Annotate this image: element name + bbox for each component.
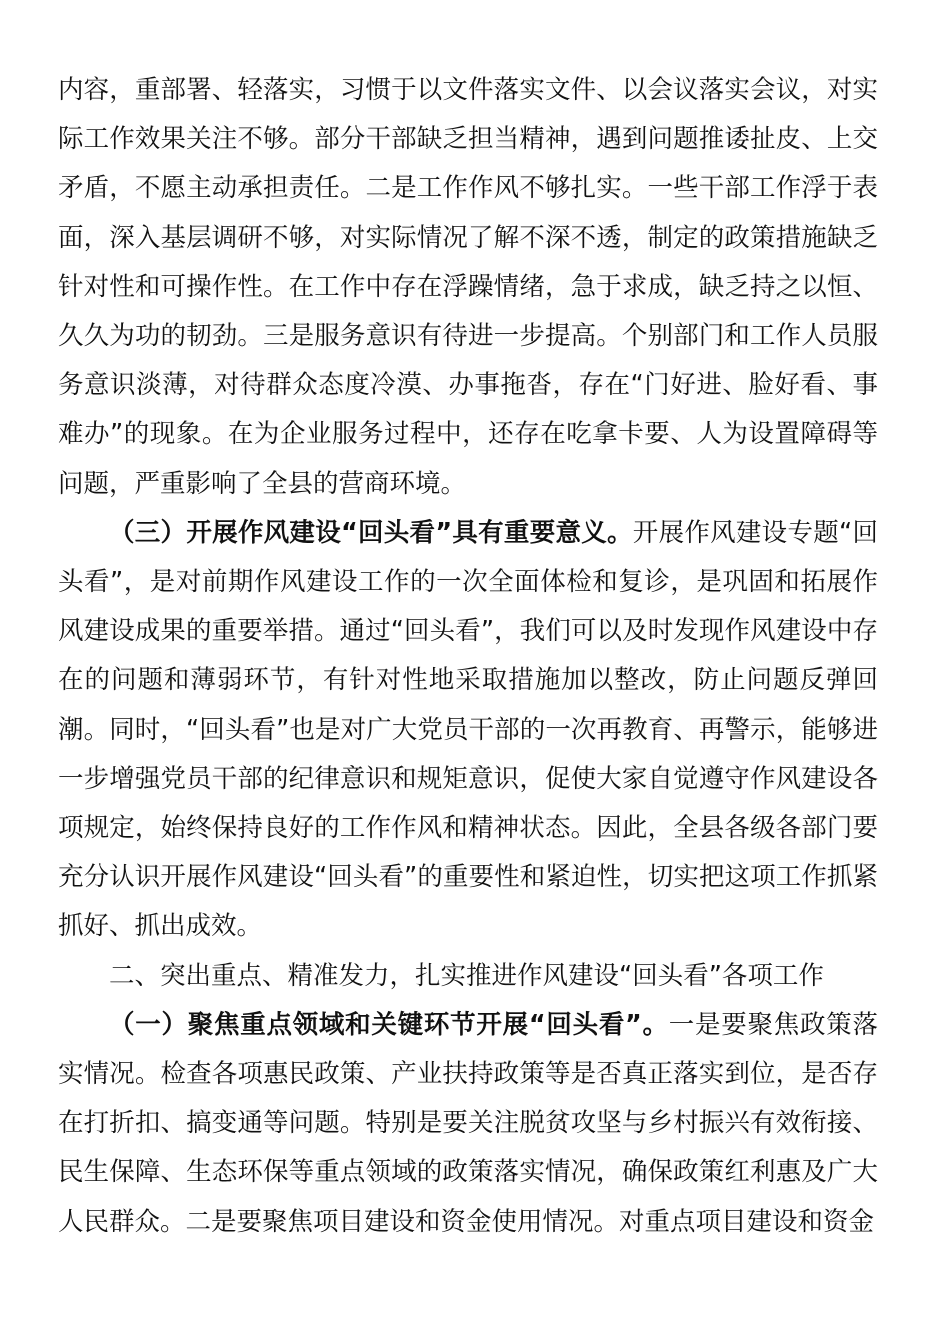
section-heading-2: 二、突出重点、精准发力，扎实推进作风建设“回头看”各项工作 [109,960,824,991]
subheading-review-significance: （三）开展作风建设“回头看”具有重要意义。 [109,517,633,548]
paragraph-focus-key-areas-body: 一是要聚焦政策落实情况。检查各项惠民政策、产业扶持政策等是否真正落实到位，是否存在打折扣、搞变通等问题。特别是要关注脱贫攻坚与乡村振兴有效衔接、民生保障、生态环保等重点领域的政策落实情况，确保政策红利惠及广大人民群众。二是要聚焦项目建设和资金使用情况。对重点项目建设和资金 [58,1009,878,1237]
paragraph-work-style-issues: 内容，重部署、轻落实，习惯于以文件落实文件、以会议落实会议，对实际工作效果关注不够。部分干部缺乏担当精神，遇到问题推诿扯皮、上交矛盾，不愿主动承担责任。二是工作作风不够扎实。一些干部工作浮于表面，深入基层调研不够，对实际情况了解不深不透，制定的政策措施缺乏针对性和可操作性。在工作中存在浮躁情绪，急于求成，缺乏持之以恒、久久为功的韧劲。三是服务意识有待进一步提高。个别部门和工作人员服务意识淡薄，对待群众态度冷漠、办事拖沓，存在“门好进、脸好看、事难办”的现象。在为企业服务过程中，还存在吃拿卡要、人为设置障碍等问题，严重影响了全县的营商环境。 [58,75,878,499]
paragraph-focus-key-areas [58,1001,878,1247]
subheading-focus-key-areas: （一）聚焦重点领域和关键环节开展“回头看”。 [109,1009,669,1040]
paragraph-review-significance [58,509,878,952]
paragraph-review-significance-body: 开展作风建设专题“回头看”，是对前期作风建设工作的一次全面体检和复诊，是巩固和拓展作风建设成果的重要举措。通过“回头看”，我们可以及时发现作风建设中存在的问题和薄弱环节，有针对性地采取措施加以整改，防止问题反弹回潮。同时，“回头看”也是对广大党员干部的一次再教育、再警示，能够进一步增强党员干部的纪律意识和规矩意识，促使大家自觉遵守作风建设各项规定，始终保持良好的工作作风和精神状态。因此，全县各级各部门要充分认识开展作风建设“回头看”的重要性和紧迫性，切实把这项工作抓紧抓好、抓出成效。 [58,517,878,942]
document-page [58,66,878,1247]
